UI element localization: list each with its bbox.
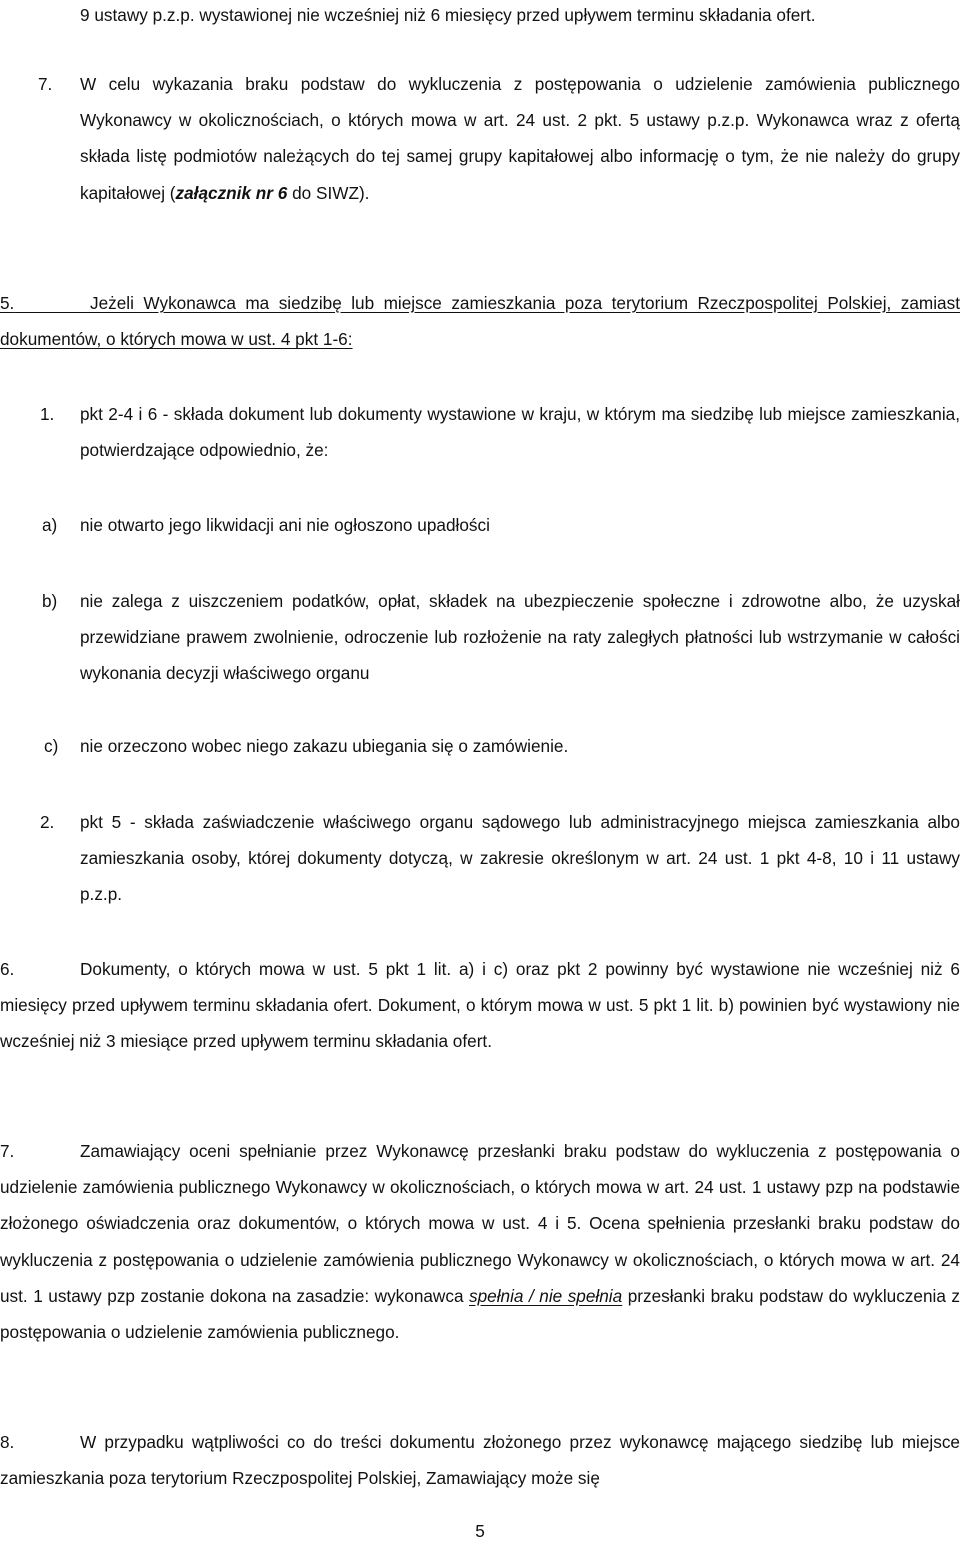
- item-6-number: 6.: [0, 959, 15, 979]
- sub-item-c-text: nie orzeczono wobec niego zakazu ubiegania się o zamówienie.: [80, 736, 569, 756]
- item-7-paragraph: [0, 66, 960, 211]
- item-8-number: 8.: [0, 1432, 15, 1452]
- item-7b-number: 7.: [0, 1141, 15, 1161]
- sub-item-2-text: pkt 5 - składa zaświadczenie właściwego organu sądowego lub administracyjnego miejsca zamieszkania albo zamieszkania osoby, której dokumenty dotyczą, w zakresie określonym w art. 24 ust. 1 pkt 4-8, 10 i 11 ustawy p.z.p.: [80, 812, 960, 905]
- intro-text: 9 ustawy p.z.p. wystawionej nie wcześniej niż 6 miesięcy przed upływem terminu składania ofert.: [80, 5, 816, 25]
- item-5-number: 5.: [0, 293, 15, 313]
- meets-criteria-choice: spełnia / nie spełnia: [469, 1285, 623, 1306]
- sub-item-1-paragraph: [0, 396, 960, 468]
- sub-item-1-text: pkt 2-4 i 6 - składa dokument lub dokumenty wystawione w kraju, w którym ma siedzibę lub miejsce zamieszkania, potwierdzające odpowiednio, że:: [80, 404, 960, 461]
- item-7b-text-end: przesłanki braku podstaw do wykluczenia z postępowania o udzielenie zamówienia publicznego.: [0, 1285, 960, 1343]
- item-6-paragraph: [0, 951, 960, 1060]
- item-7-number: 7.: [38, 74, 53, 94]
- item-7-text: W celu wykazania braku podstaw do wykluczenia z postępowania o udzielenie zamówienia publicznego Wykonawcy w okolicznościach, o których mowa w art. 24 ust. 2 pkt. 5 ustawy p.z.p. Wykonawca wraz z ofertą składa listę podmiotów należących do tej samej grupy kapitałowej albo informację o tym, że nie należy do grupy kapitałowej (: [80, 74, 960, 203]
- item-5-text: Jeżeli Wykonawca ma siedzibę lub miejsce zamieszkania poza terytorium Rzeczpospolitej Polskiej, zamiast dokumentów, o których mowa w ust. 4 pkt 1-6:: [0, 293, 960, 350]
- item-8-paragraph: [0, 1424, 960, 1496]
- item-7b-text: Zamawiający oceni spełnianie przez Wykonawcę przesłanki braku podstaw do wykluczenia z postępowania o udzielenie zamówienia publicznego Wykonawcy w okolicznościach, o których mowa w art. 24 ust. 1 ustawy pzp na podstawie złożonego oświadczenia oraz dokumentów, o których mowa w ust. 4 i 5. Ocena spełnienia przesłanki braku podstaw do wykluczenia z postępowania o udzielenie zamówienia publicznego Wykonawcy w okolicznościach, o których mowa w art. 24 ust. 1 ustawy pzp zostanie dokona na zasadzie: wykonawca: [0, 1141, 960, 1306]
- page-number: 5: [475, 1521, 485, 1541]
- item-7-text-end: do SIWZ).: [287, 182, 370, 203]
- sub-item-1-number: 1.: [40, 404, 55, 424]
- item-8-text: W przypadku wątpliwości co do treści dokumentu złożonego przez wykonawcę mającego siedzibę lub miejsce zamieszkania poza terytorium Rzeczpospolitej Polskiej, Zamawiający może się: [0, 1432, 960, 1489]
- intro-paragraph: [0, 0, 960, 33]
- sub-item-c-paragraph: [0, 728, 960, 764]
- sub-item-b-paragraph: [0, 583, 960, 692]
- attachment-reference: załącznik nr 6: [175, 182, 288, 203]
- item-6-text: Dokumenty, o których mowa w ust. 5 pkt 1 lit. a) i c) oraz pkt 2 powinny być wystawione nie wcześniej niż 6 miesięcy przed upływem terminu składania ofert. Dokument, o którym mowa w ust. 5 pkt 1 lit. b) powinien być wystawiony nie wcześniej niż 3 miesiące przed upływem terminu składania ofert.: [0, 959, 960, 1052]
- item-5-paragraph: [0, 285, 960, 357]
- item-7-evaluation-paragraph: [0, 1133, 960, 1350]
- sub-item-2-paragraph: [0, 804, 960, 913]
- sub-item-2-number: 2.: [40, 812, 55, 832]
- sub-item-b-label: b): [42, 591, 58, 611]
- sub-item-a-paragraph: [0, 507, 960, 543]
- sub-item-a-text: nie otwarto jego likwidacji ani nie ogłoszono upadłości: [80, 515, 490, 535]
- sub-item-c-label: c): [44, 736, 59, 756]
- sub-item-a-label: a): [42, 515, 58, 535]
- sub-item-b-text: nie zalega z uiszczeniem podatków, opłat, składek na ubezpieczenie społeczne i zdrowotne albo, że uzyskał przewidziane prawem zwolnienie, odroczenie lub rozłożenie na raty zaległych płatności lub wstrzymanie w całości wykonania decyzji właściwego organu: [80, 591, 960, 684]
